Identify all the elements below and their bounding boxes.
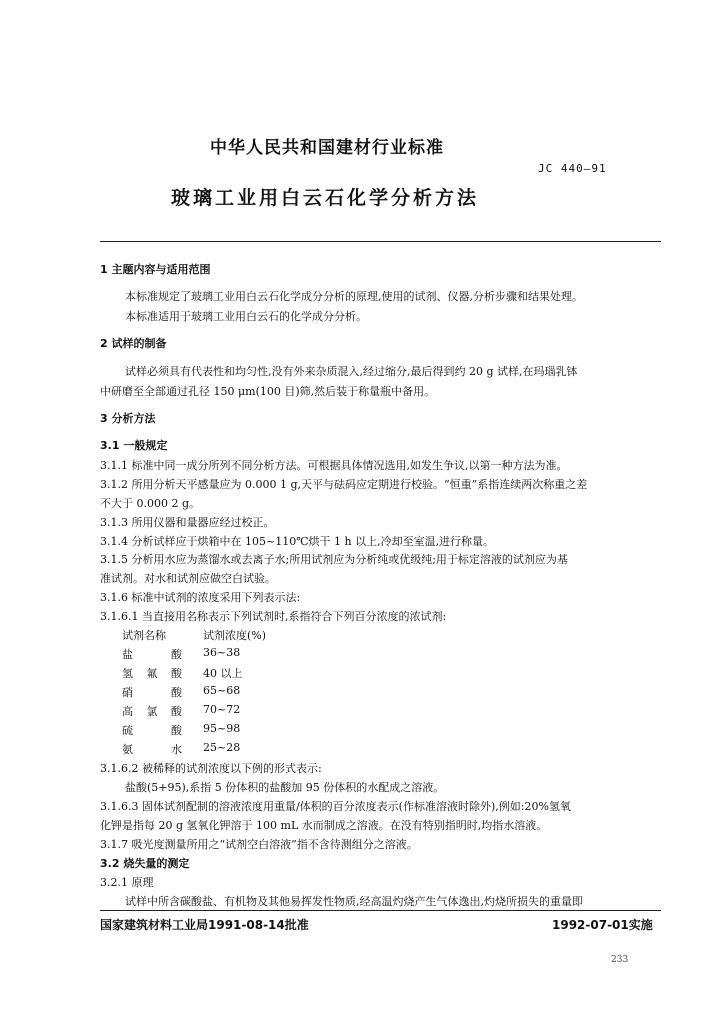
para-dilution-example: 盐酸(5+95),系指 5 份体积的盐酸加 95 份体积的水配成之溶液。 xyxy=(125,781,445,794)
clause-3-1-6-2: 3.1.6.2 被稀释的试剂浓度以下例的形式表示: xyxy=(100,762,322,775)
clause-3-1-4: 3.1.4 分析试样应于烘箱中在 105~110℃烘干 1 h 以上,冷却至室温,进行称量。 xyxy=(100,535,495,548)
page-number: 233 xyxy=(611,955,629,965)
document-title: 玻璃工业用白云石化学分析方法 xyxy=(171,187,480,209)
reagent-conc: 36~38 xyxy=(203,646,241,659)
subheading-loss-on-ignition: 3.2 烧失量的测定 xyxy=(100,857,190,870)
reagent-name: 高 氯 酸 xyxy=(122,705,182,718)
subheading-general-rules: 3.1 一般规定 xyxy=(100,439,168,452)
clause-3-1-5-cont: 准试剂。对水和试剂应做空白试验。 xyxy=(100,572,276,585)
reagent-header-name: 试剂名称 xyxy=(122,629,166,642)
reagent-header-conc: 试剂浓度(%) xyxy=(203,629,267,642)
clause-3-1-2: 3.1.2 所用分析天平感量应为 0.000 1 g,天平与砝码应定期进行校验。“恒重”系指连续两次称重之差 xyxy=(100,478,588,491)
heading-analysis-methods: 3 分析方法 xyxy=(100,412,156,425)
heading-sample-prep: 2 试样的制备 xyxy=(100,337,167,350)
footer-issuer: 国家建筑材料工业局1991-08-14批准 xyxy=(100,918,309,932)
clause-3-1-6: 3.1.6 标准中试剂的浓度采用下列表示法: xyxy=(100,591,301,604)
clause-3-1-1: 3.1.1 标准中同一成分所列不同分析方法。可根据具体情况选用,如发生争议,以第一种方法为准。 xyxy=(100,459,568,472)
footer-effective-date: 1992-07-01实施 xyxy=(552,918,653,932)
reagent-conc: 25~28 xyxy=(203,741,241,754)
reagent-name: 盐 酸 xyxy=(122,648,182,661)
para-principle: 试样中所含碳酸盐、有机物及其他易挥发性物质,经高温灼烧产生气体逸出,灼烧所损失的重量即 xyxy=(125,895,583,908)
para-scope-1: 本标准规定了玻璃工业用白云石化学成分分析的原理,使用的试剂、仪器,分析步骤和结果处理。 xyxy=(125,290,583,303)
para-scope-2: 本标准适用于玻璃工业用白云石的化学成分分析。 xyxy=(125,310,367,323)
clause-3-1-6-1: 3.1.6.1 当直接用名称表示下列试剂时,系指符合下列百分浓度的浓试剂: xyxy=(100,610,447,623)
clause-3-2-1: 3.2.1 原理 xyxy=(100,876,154,889)
clause-3-1-7: 3.1.7 吸光度测量所用之“试剂空白溶液”指不含待测组分之溶液。 xyxy=(100,838,418,851)
clause-3-1-5: 3.1.5 分析用水应为蒸馏水或去离子水;所用试剂应为分析纯或优级纯;用于标定溶液的试剂应为基 xyxy=(100,553,568,566)
reagent-name: 氨 水 xyxy=(122,743,182,756)
reagent-conc: 70~72 xyxy=(203,703,241,716)
standard-category-title: 中华人民共和国建材行业标准 xyxy=(210,138,444,158)
clause-3-1-2-cont: 不大于 0.000 2 g。 xyxy=(100,497,201,510)
footer-rule xyxy=(100,910,661,911)
reagent-conc: 65~68 xyxy=(203,684,241,697)
reagent-conc: 95~98 xyxy=(203,722,241,735)
header-rule xyxy=(100,241,661,242)
para-sample-prep-1: 试样必须具有代表性和均匀性,没有外来杂质混入,经过缩分,最后得到约 20 g 试样,在玛瑙乳钵 xyxy=(125,365,578,378)
standard-code: JC 440—91 xyxy=(538,162,607,175)
reagent-conc: 40 以上 xyxy=(203,667,243,680)
clause-3-1-6-3: 3.1.6.3 固体试剂配制的溶液浓度用重量/体积的百分浓度表示(作标准溶液时除外),例如:20%氢氧 xyxy=(100,800,571,813)
clause-3-1-3: 3.1.3 所用仪器和量器应经过校正。 xyxy=(100,516,275,529)
para-sample-prep-2: 中研磨至全部通过孔径 150 μm(100 目)筛,然后装于称量瓶中备用。 xyxy=(100,385,436,398)
heading-scope: 1 主题内容与适用范围 xyxy=(100,263,211,276)
reagent-name: 硝 酸 xyxy=(122,686,182,699)
clause-3-1-6-3-cont: 化钾是指每 20 g 氢氧化钾溶于 100 mL 水而制成之溶液。在没有特别指明时,均指水溶液。 xyxy=(100,819,548,832)
reagent-name: 硫 酸 xyxy=(122,724,182,737)
reagent-name: 氢 氟 酸 xyxy=(122,667,182,680)
